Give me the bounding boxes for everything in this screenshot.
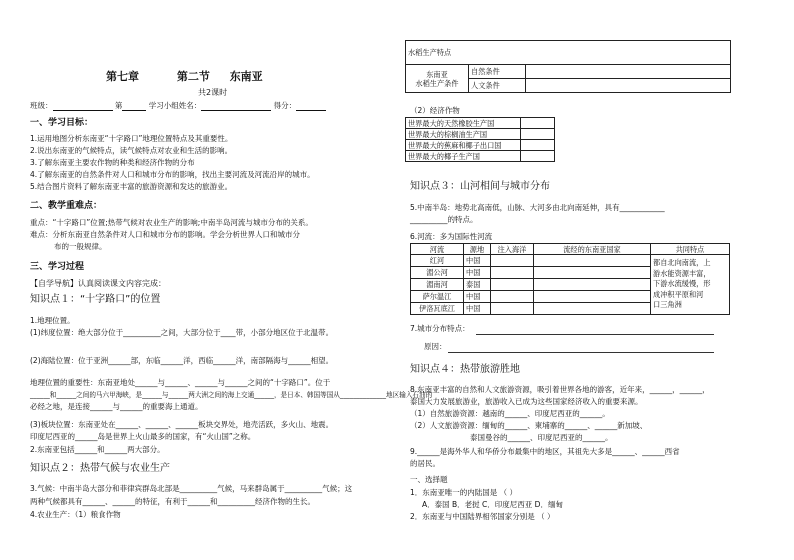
mc-q1: 1．东南亚唯一的内陆国是 （ ） [410,488,518,497]
lesson-count: 共2课时 [198,88,228,97]
k3-line-6: 6.河流：多为国际性河流 [410,232,493,241]
mc-heading: 一、选择题 [410,475,448,484]
river-col-header: 流经的东南亚国家 [534,244,651,255]
river-source: 泰国 [464,279,491,291]
difficult-points-1: 难点：分析东南亚自然条件对人口和城市分布的影响。学会分析世界人口和城市分 [30,230,300,239]
objective-3: 3.了解东南亚主要农作物的种类和经济作物的分布 [30,158,195,167]
river-source: 中国 [464,255,491,267]
crop-row: 世界最大的椰子生产国 [406,151,521,162]
k2-heading: 知识点２：热带气候与农业生产 [30,463,170,474]
city-distribution-label: 7.城市分布特点： [410,324,470,333]
river-source: 中国 [464,291,491,303]
rice-condition-label: 东南亚 水稻生产条件 [406,65,469,93]
k1-line-2: (1)纬度位置：绝大部分位于__________之间，大部分位于____带，小部分地区位于北温带。 [30,328,334,337]
k1-line-8: 印度尼西亚的______岛是世界上火山最多的国家，有“火山国”之称。 [30,432,256,441]
rice-table [405,40,731,93]
mc-q2: 2．东南亚与中国陆界相邻国家分别是 （ ） [410,512,555,521]
k3-heading: 知识点３：山河相间与城市分布 [410,181,550,192]
lesson-name: 东南亚 [229,70,263,83]
k1-line-1: 1.地理位置。 [30,316,75,325]
section: 第二节 [176,70,210,83]
objective-1: 1.运用地图分析东南亚“十字路口”地理位置特点及其重要性。 [30,134,233,143]
k3-line-5: 5.中南半岛：地势北高南低，山脉、大河多由北向南延伸，具有____________ [410,203,665,212]
objective-2: 2.说出东南亚的气候特点，读气候特点对农业和生活的影响。 [30,146,233,155]
natural-conditions-cell [526,65,731,79]
k1-line-3: (2)海陆位置：位于亚洲______部，东临______洋，西临______洋，南部隔海与______相望。 [30,356,334,365]
river-col-header: 共同特点 [651,244,730,255]
crop-row: 世界最大的蕉麻和椰子出口国 [406,140,521,151]
objective-4: 4.了解东南亚的自然条件对人口和城市分布的影响，找出主要河流及河流沿岸的城市。 [30,170,315,179]
river-col-header: 源地 [464,244,491,255]
river-source: 中国 [464,267,491,279]
river-source: 中国 [464,303,491,315]
rice-feature-label: 水稻生产特点 [406,41,731,65]
k1-line-9: 2.东南亚包括______和______两大部分。 [30,445,165,454]
k2-line-1: 3.气候：中南半岛大部分和菲律宾群岛北部是__________气候，马来群岛属于__________气候；这 [30,484,353,493]
objectives-heading: 一、学习目标： [30,118,94,128]
natural-conditions: 自然条件 [469,65,526,79]
k4-line-6: 9.______是海外华人和华侨分布最集中的地区，其祖先大多是______、______西省 [410,447,680,456]
rivers-table [410,243,730,315]
chapter-title [106,72,263,82]
objective-5: 5.结合图片资料了解东南亚丰富的旅游资源和发达的旅游业。 [30,182,233,191]
river-col-header: 注入海洋 [491,244,534,255]
cash-crops-table [405,117,555,162]
cash-crops-heading: （2）经济作物 [410,106,460,115]
river-col-header: 河流 [411,244,464,255]
key-points: 重点：“十字路口”位置;热带气候对农业生产的影响;中南半岛河流与城市分布的关系。 [30,218,313,227]
k4-line-2: 泰国大力发展旅游业，旅游收入已成为这些国家经济收入的重要来源。 [410,397,643,406]
mc-q1-options: A．泰国 B．老挝 C．印度尼西亚 D．缅甸 [422,500,563,509]
city-answer-line [476,334,714,335]
k1-line-6: 必经之地，是连接______与______的重要海上通道。 [30,402,203,411]
river-name: 萨尔温江 [411,291,464,303]
river-name: 伊洛瓦底江 [411,303,464,315]
k1-heading: 知识点１：“十字路口”的位置 [30,294,161,305]
k4-line-4: （2）人文旅游资源：缅甸的______、柬埔寨的______、______新加坡、 [410,421,648,430]
chapter: 第七章 [106,70,139,83]
k4-line-1: 8.东南亚丰富的自然和人文旅游资源，吸引着世界各地的游客，近年来，______，______， [410,385,710,394]
reason-answer-line [448,352,714,353]
class-line: 班级： 第 学习小组姓名： 得分： [30,101,326,111]
k2-line-2: 两种气候都具有______、______的特征，有利于______和__________经济作物的生长。 [30,497,315,506]
k4-line-3: （1）自然旅游资源：越南的______、印度尼西亚的______。 [410,409,610,418]
crop-row: 世界最大的天然橡胶生产国 [406,118,521,129]
k4-line-7: 的居民。 [410,459,440,468]
difficult-points-2: 布的一般规律。 [54,242,107,251]
human-conditions-cell [526,79,731,93]
process-heading: 三、学习过程 [30,262,85,272]
human-conditions: 人文条件 [469,79,526,93]
river-name: 湄公河 [411,267,464,279]
self-study-guide: 【自学导航】认真阅读课文内容完成： [30,279,166,288]
crop-row: 世界最大的棕榈油生产国 [406,129,521,140]
k1-line-5: ______和______之间的马六甲海峡，是______与______两大洲之间的海上交通______，是日本、韩国等国从______________地区输入石油的 [30,391,433,399]
k2-line-3: 4.农业生产：（1）粮食作物 [30,510,121,519]
river-name: 湄南河 [411,279,464,291]
common-features: 都自北向南流，上 游水能资源丰富， 下游水流缓慢，形 成冲积平原和河 口三角洲 [651,255,730,315]
reason-label: 原因： [424,342,447,351]
k4-heading: 知识点４：热带旅游胜地 [410,364,520,375]
k1-line-7: (3)板块位置：东南亚处在______、______、______板块交界处，地壳活跃，多火山、地震。 [30,420,334,429]
k4-line-5: 泰国曼谷的______、印度尼西亚的______。 [470,433,613,442]
river-name: 红河 [411,255,464,267]
k3-line-5b: __________的特点。 [410,215,478,224]
keypoints-heading: 二、教学重难点： [30,201,103,211]
k1-line-4: 地理位置的重要性：东南亚地处______与______、______与______之间的“十字路口”。位于 [30,378,331,387]
